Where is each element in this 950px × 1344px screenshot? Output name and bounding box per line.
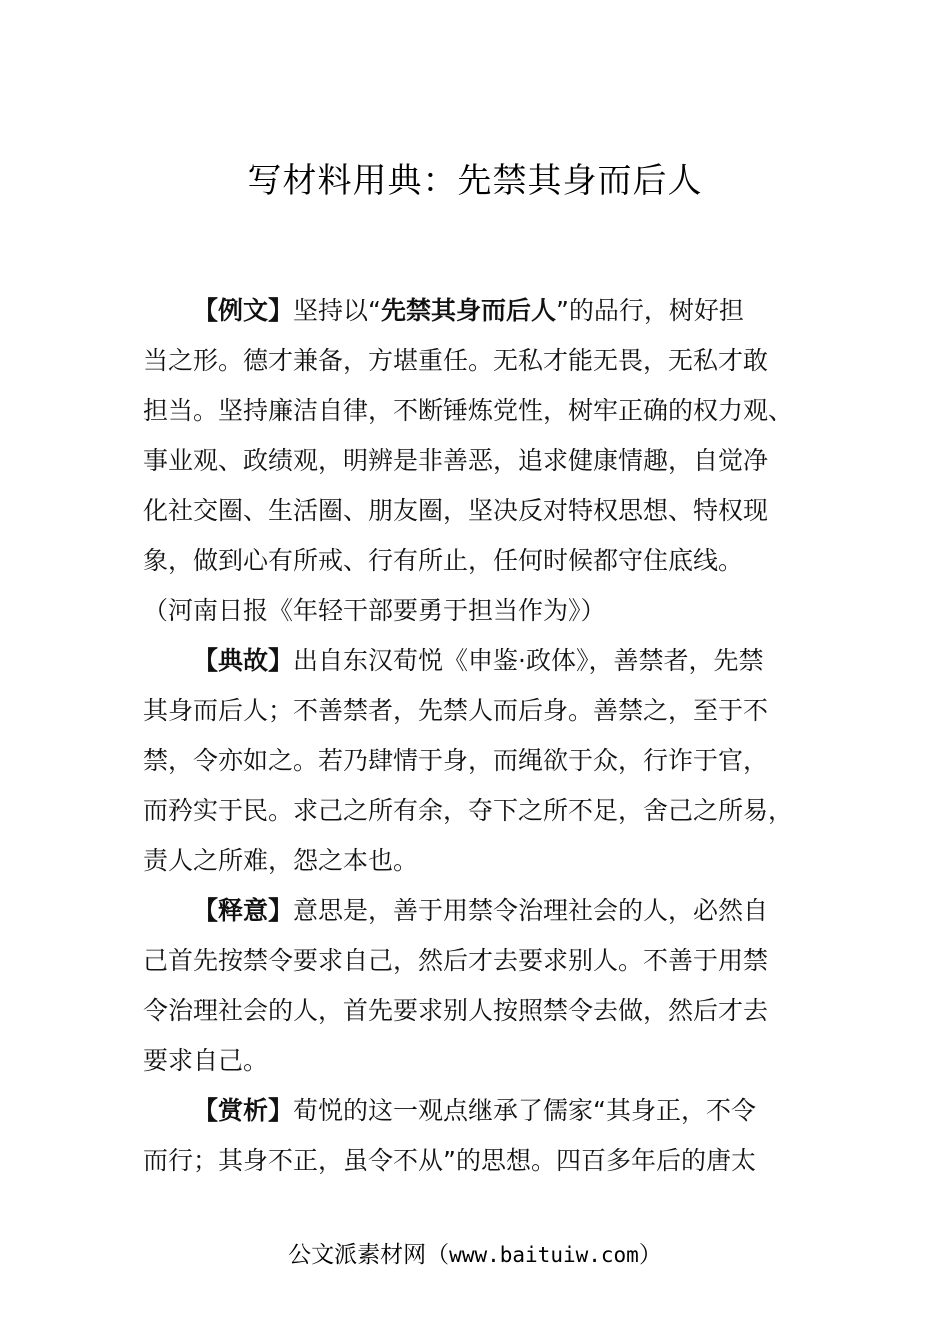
example-line: 化社交圈、生活圈、朋友圈，坚决反对特权思想、特权现 xyxy=(143,496,769,525)
analysis-paragraph-line-1 xyxy=(143,1086,823,1136)
allusion-paragraph-line-1 xyxy=(143,636,823,686)
analysis-line: 而行；其身不正，虽令不从”的思想。四百多年后的唐太 xyxy=(143,1146,756,1175)
example-line: 事业观、政绩观，明辨是非善恶，追求健康情趣，自觉净 xyxy=(143,446,769,475)
meaning-line: 令治理社会的人，首先要求别人按照禁令去做，然后才去 xyxy=(143,996,769,1025)
document-title: 写材料用典：先禁其身而后人 xyxy=(247,161,703,201)
footer-close: ） xyxy=(638,1242,662,1268)
meaning-label: 【释意】 xyxy=(193,896,294,925)
footer-url: www.baituiw.com xyxy=(449,1243,639,1267)
example-label: 【例文】 xyxy=(193,296,294,325)
analysis-text: 荀悦的这一观点继承了儒家“其身正，不令 xyxy=(293,1096,756,1125)
footer-watermark xyxy=(0,1236,950,1269)
document-body xyxy=(143,286,823,1186)
example-paragraph-line-1 xyxy=(143,286,823,336)
meaning-line: 要求自己。 xyxy=(143,1046,269,1075)
meaning-paragraph-line-1 xyxy=(143,886,823,936)
meaning-line: 己首先按禁令要求自己，然后才去要求别人。不善于用禁 xyxy=(143,946,769,975)
allusion-line: 而矜实于民。求己之所有余，夺下之所不足，舍己之所易， xyxy=(143,796,794,825)
allusion-line: 其身而后人；不善禁者，先禁人而后身。善禁之，至于不 xyxy=(143,696,769,725)
example-source: （河南日报《年轻干部要勇于担当作为》） xyxy=(143,596,606,625)
footer-site-name: 公文派素材网（ xyxy=(288,1242,450,1268)
analysis-label: 【赏析】 xyxy=(193,1096,294,1125)
allusion-label: 【典故】 xyxy=(193,646,294,675)
example-line: 当之形。德才兼备，方堪重任。无私才能无畏，无私才敢 xyxy=(143,346,769,375)
allusion-line: 禁，令亦如之。若乃肆情于身，而绳欲于众，行诈于官， xyxy=(143,746,769,775)
meaning-text: 意思是，善于用禁令治理社会的人，必然自 xyxy=(293,896,769,925)
allusion-text: 出自东汉荀悦《申鉴·政体》，善禁者，先禁 xyxy=(293,646,764,675)
quoted-phrase: 先禁其身而后人 xyxy=(380,296,556,325)
example-line: 象，做到心有所戒、行有所止，任何时候都守住底线。 xyxy=(143,546,744,575)
example-text: 坚持以“ xyxy=(293,296,381,325)
example-line: 担当。坚持廉洁自律，不断锤炼党性，树牢正确的权力观、 xyxy=(143,396,794,425)
allusion-line: 责人之所难，怨之本也。 xyxy=(143,846,419,875)
example-text: ”的品行，树好担 xyxy=(555,296,744,325)
